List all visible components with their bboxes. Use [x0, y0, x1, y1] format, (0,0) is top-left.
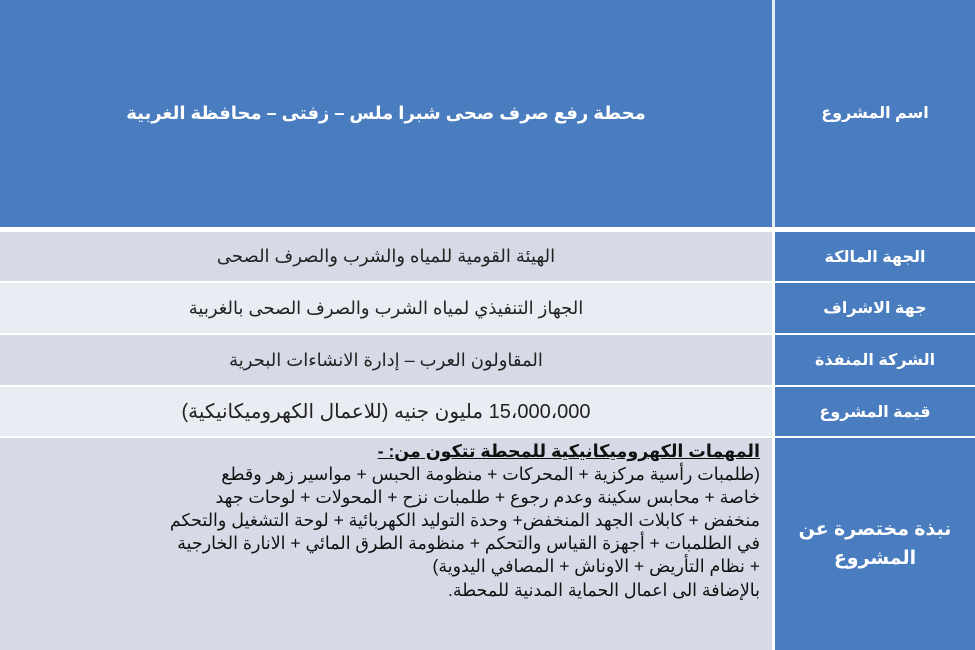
- summary-label-line1: نبذة مختصرة عن: [798, 518, 952, 540]
- summary-line: (طلمبات رأسية مركزية + المحركات + منظومة الحبس + مواسير زهر وقطع: [221, 464, 760, 485]
- project-name-value: محطة رفع صرف صحى شبرا ملس – زفتى – محافظة الغربية: [0, 0, 772, 227]
- summary-label-line2: المشروع: [833, 548, 917, 569]
- owner-label: الجهة المالكة: [772, 232, 975, 281]
- contractor-value: المقاولون العرب – إدارة الانشاءات البحرية: [0, 335, 772, 385]
- supervisor-row: [0, 283, 975, 335]
- summary-label: [772, 438, 975, 650]
- contractor-row: [0, 335, 975, 387]
- owner-row: [0, 232, 975, 283]
- contractor-label: الشركة المنفذة: [772, 335, 975, 385]
- summary-heading: المهمات الكهروميكانيكية للمحطة تتكون من: -: [377, 441, 760, 461]
- summary-line: في الطلمبات + أجهزة القياس والتحكم + منظومة الطرق المائي + الانارة الخارجية: [177, 533, 760, 554]
- project-name-label: اسم المشروع: [772, 0, 975, 227]
- project-name-row: [0, 0, 975, 231]
- project-value-label: قيمة المشروع: [772, 387, 975, 436]
- project-value-row: [0, 387, 975, 438]
- summary-line: + نظام التأريض + الاوناش + المصافي اليدوية): [432, 556, 760, 577]
- summary-line: منخفض + كابلات الجهد المنخفض+ وحدة التوليد الكهربائية + لوحة التشغيل والتحكم: [169, 510, 760, 531]
- summary-line: بالإضافة الى اعمال الحماية المدنية للمحطة.: [447, 579, 760, 600]
- supervisor-value: الجهاز التنفيذي لمياه الشرب والصرف الصحى بالغربية: [0, 283, 772, 333]
- supervisor-label: جهة الاشراف: [772, 283, 975, 333]
- summary-value: [0, 438, 772, 650]
- summary-row: [0, 438, 975, 650]
- project-value-amount: 15،000،000 مليون جنيه (للاعمال الكهروميكانيكية): [0, 387, 772, 436]
- owner-value: الهيئة القومية للمياه والشرب والصرف الصحى: [0, 232, 772, 281]
- summary-line: خاصة + محابس سكينة وعدم رجوع + طلمبات نزح + المحولات + لوحات جهد: [215, 487, 760, 508]
